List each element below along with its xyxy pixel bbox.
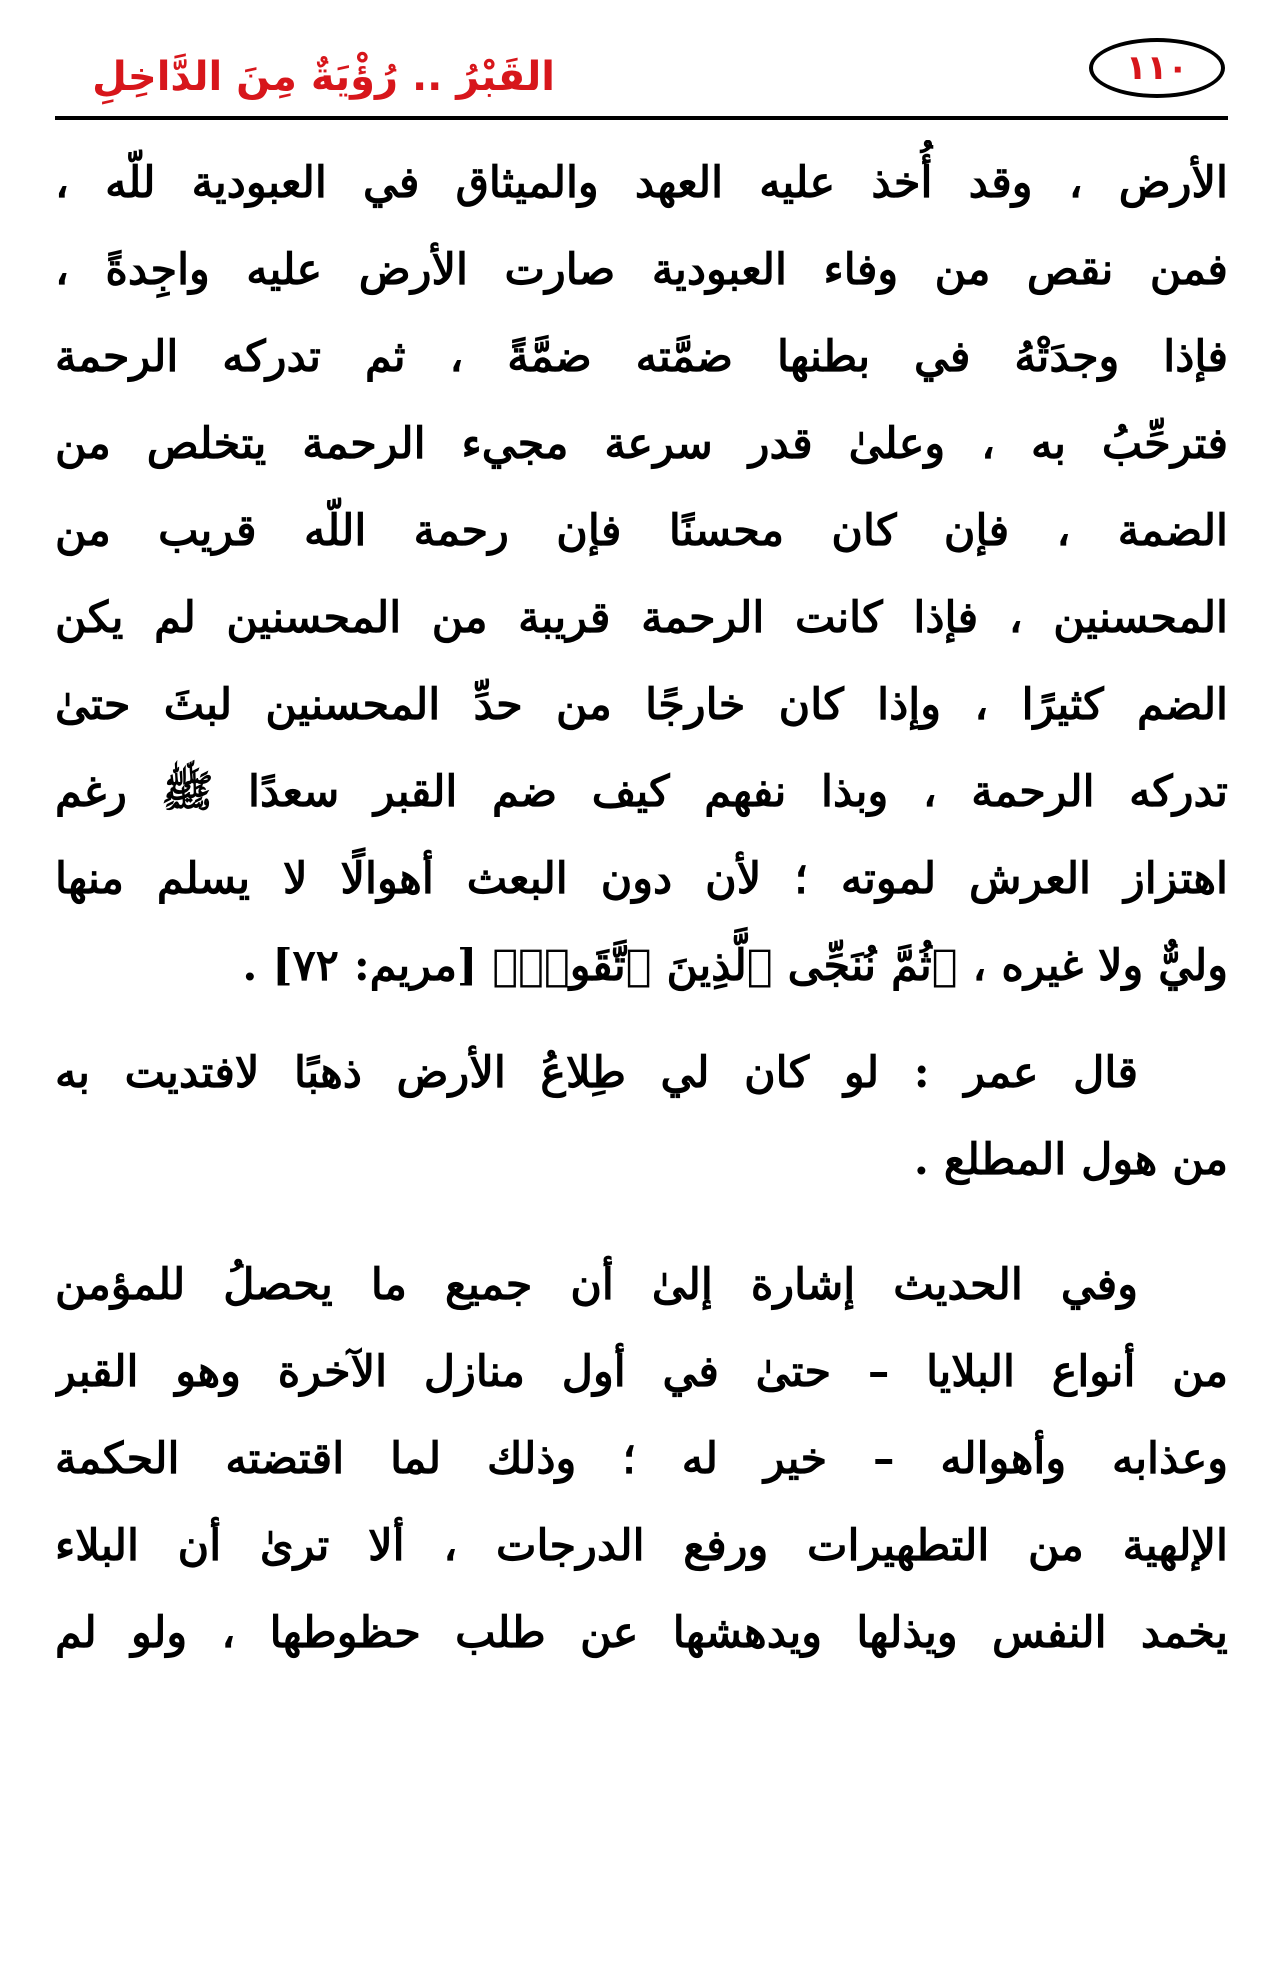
- text-line: يخمد النفس ويذلها ويدهشها عن طلب حظوطها ، ولو لم: [55, 1608, 1228, 1658]
- text-line: فمن نقص من وفاء العبودية صارت الأرض عليه واجِدةً ،: [55, 245, 1228, 295]
- text-line: اهتزاز العرش لموته ؛ لأن دون البعث أهوالًا لا يسلم منها: [55, 854, 1228, 904]
- header-divider: [55, 116, 1228, 120]
- page-body: [55, 140, 1228, 1677]
- page-number: ١١٠: [1089, 38, 1225, 98]
- paragraph-1: [55, 140, 1228, 1010]
- text-line: وعذابه وأهواله – خير له ؛ وذلك لما اقتضته الحكمة: [55, 1434, 1228, 1484]
- paragraph-gap: [55, 1204, 1228, 1242]
- text-line: الضمة ، فإن كان محسنًا فإن رحمة اللّه قريب من: [55, 506, 1228, 556]
- paragraph-2: [55, 1030, 1228, 1204]
- text-line: تدركه الرحمة ، وبذا نفهم كيف ضم القبر سعدًا ﷺ رغم: [55, 767, 1228, 817]
- text-line: المحسنين ، فإذا كانت الرحمة قريبة من المحسنين لم يكن: [55, 593, 1228, 643]
- page-header: [55, 38, 1228, 120]
- text-line: قال عمر : لو كان لي طِلاعُ الأرض ذهبًا لافتديت به: [55, 1048, 1138, 1098]
- running-title: القَبْرُ .. رُؤْيَةٌ مِنَ الدَّاخِلِ: [92, 54, 555, 100]
- text-line: فترحِّبُ به ، وعلىٰ قدر سرعة مجيء الرحمة يتخلص من: [55, 419, 1228, 469]
- text-line: من أنواع البلايا – حتىٰ في أول منازل الآخرة وهو القبر: [55, 1347, 1228, 1397]
- text-line: الإلهية من التطهيرات ورفع الدرجات ، ألا ترىٰ أن البلاء: [55, 1521, 1228, 1571]
- text-line: فإذا وجدَتْهُ في بطنها ضمَّته ضمَّةً ، ثم تدركه الرحمة: [55, 332, 1228, 382]
- text-line: الضم كثيرًا ، وإذا كان خارجًا من حدِّ المحسنين لبثَ حتىٰ: [55, 680, 1228, 730]
- text-line: الأرض ، وقد أُخذ عليه العهد والميثاق في العبودية للّه ،: [55, 158, 1228, 208]
- paragraph-gap: [55, 1010, 1228, 1030]
- text-line: وفي الحديث إشارة إلىٰ أن جميع ما يحصلُ للمؤمن: [55, 1260, 1138, 1310]
- text-line: وليٌّ ولا غيره ، ﴿ثُمَّ نُنَجِّى ٱلَّذِينَ ٱتَّقَوا۟﴾ [مريم: ٧٢] .: [242, 941, 1228, 991]
- text-line: من هول المطلع .: [913, 1135, 1228, 1185]
- paragraph-3: [55, 1242, 1228, 1677]
